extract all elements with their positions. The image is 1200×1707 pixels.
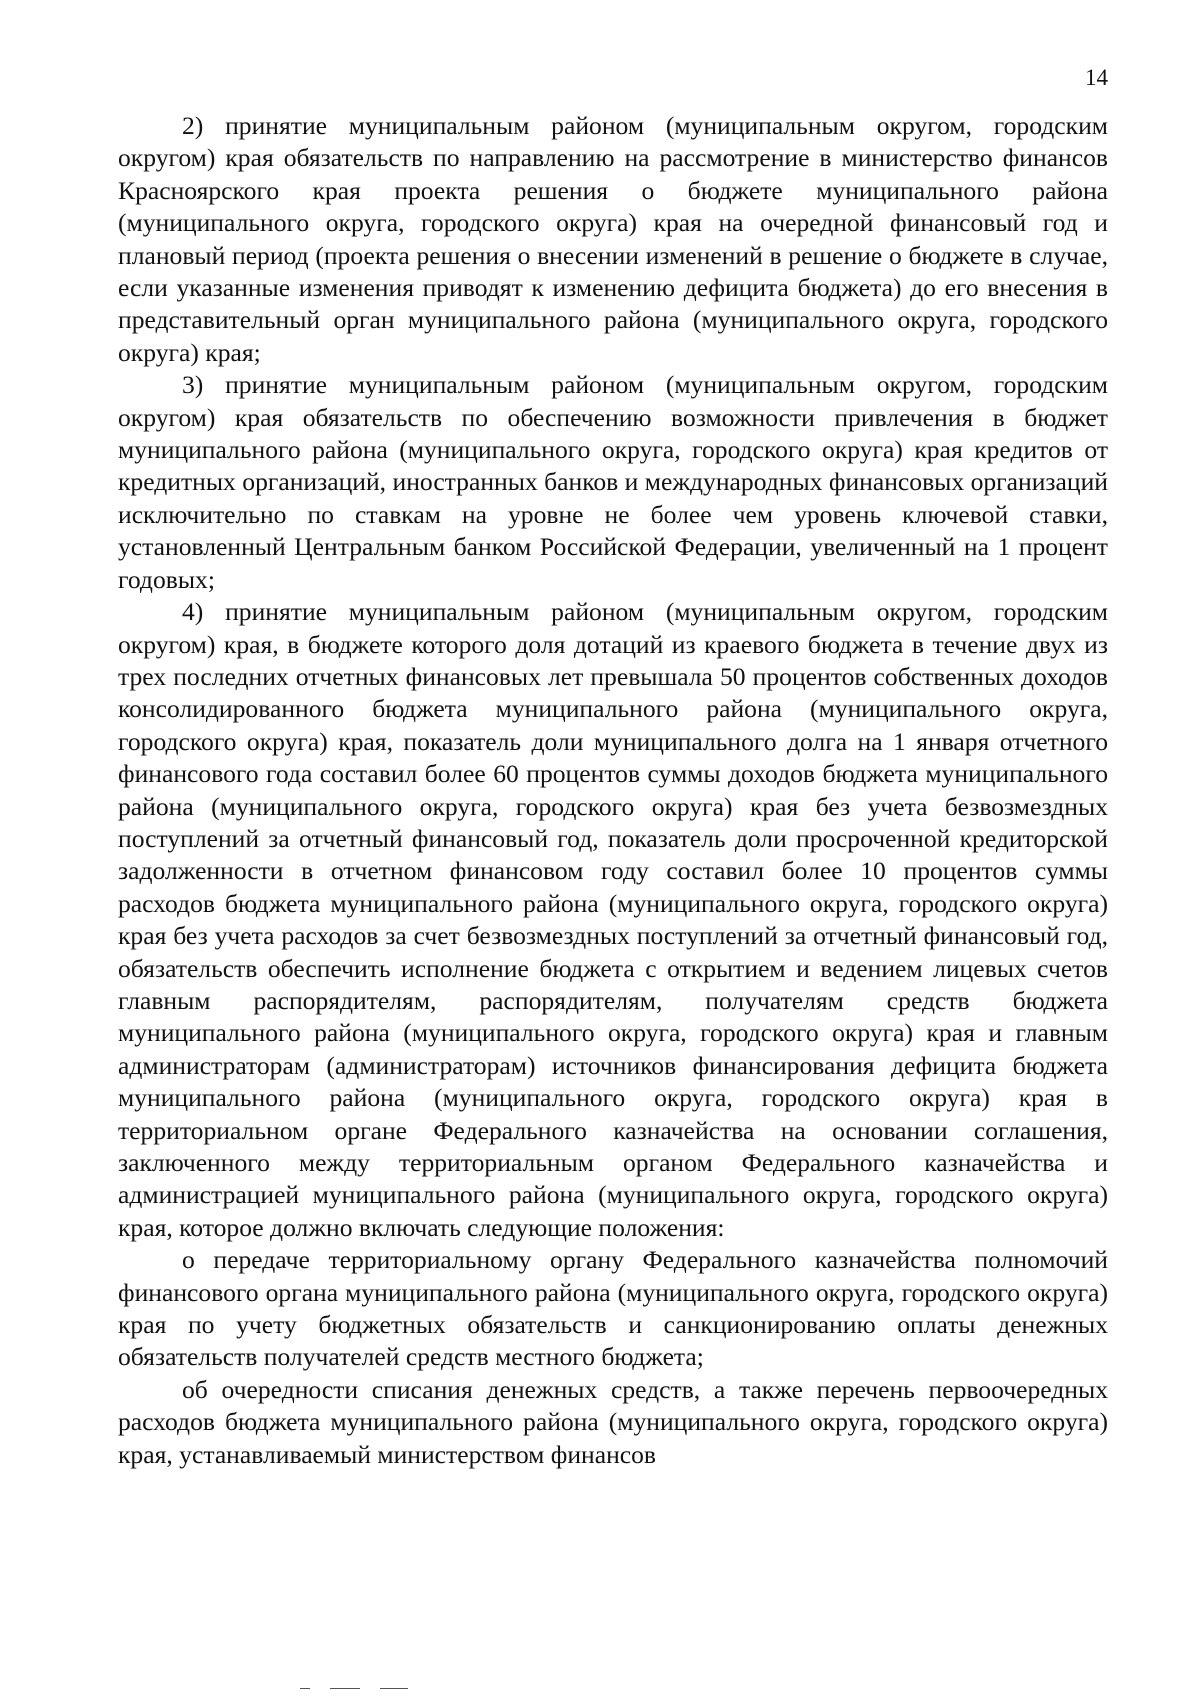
scan-mark <box>300 1688 310 1689</box>
paragraph-item-4: 4) принятие муниципальным районом (муниципальным округом, городским округом) края, в бюджете которого доля дотаций из краевого бюджета в течение двух из трех последних отчетных финансовых лет превышала 50 процентов собственных доходов консолидированного бюджета муниципального района (муниципального округа, городского округа) края, показатель доли муниципального долга на 1 января отчетного финансового года составил более 60 процентов суммы доходов бюджета муниципального района (муниципального округа, городского округа) края без учета безвозмездных поступлений за отчетный финансовый год, показатель доли просроченной кредиторской задолженности в отчетном финансовом году составил более 10 процентов суммы расходов бюджета муниципального района (муниципального округа, городского округа) края без учета расходов за счет безвозмездных поступлений за отчетный финансовый год, обязательств обеспечить исполнение бюджета с открытием и ведением лицевых счетов главным распорядителям, распорядителям, получателям средств бюджета муниципального района (муниципального округа, городского округа) края и главным администраторам (администраторам) источников финансирования дефицита бюджета муниципального района (муниципального округа, городского округа) края в территориальном органе Федерального казначейства на основании соглашения, заключенного между территориальным органом Федерального казначейства и администрацией муниципального района (муниципального округа, городского округа) края, которое должно включать следующие положения: <box>118 597 1108 1242</box>
scan-artifact-marks <box>300 1688 440 1694</box>
paragraph-item-2: 2) принятие муниципальным районом (муниципальным округом, городским округом) края обязательств по направлению на рассмотрение в министерство финансов Красноярского края проекта решения о бюджете муниципального района (муниципального округа, городского округа) края на очередной финансовый год и плановый период (проекта решения о внесении изменений в решение о бюджете в случае, если указанные изменения приводят к изменению дефицита бюджета) до его внесения в представительный орган муниципального района (муниципального округа, городского округа) края; <box>118 111 1108 367</box>
paragraph-transfer-of-powers: о передаче территориальному органу Федерального казначейства полномочий финансового органа муниципального района (муниципального округа, городского округа) края по учету бюджетных обязательств и санкционированию оплаты денежных обязательств получателей средств местного бюджета; <box>118 1245 1108 1372</box>
page-number: 14 <box>1085 65 1108 90</box>
paragraph-item-3: 3) принятие муниципальным районом (муниципальным округом, городским округом) края обязательств по обеспечению возможности привлечения в бюджет муниципального района (муниципального округа, городского округа) края кредитов от кредитных организаций, иностранных банков и международных финансовых организаций исключительно по ставкам на уровне не более чем уровень ключевой ставки, установленный Центральным банком Российской Федерации, увеличенный на 1 процент годовых; <box>118 370 1108 594</box>
scan-mark <box>380 1688 408 1689</box>
scan-mark <box>330 1688 360 1689</box>
paragraph-order-of-debiting: об очередности списания денежных средств, а также перечень первоочередных расходов бюджета муниципального района (муниципального округа, городского округа) края, устанавливаемый министерством финансов <box>118 1374 1108 1469</box>
document-body <box>118 110 1108 1471</box>
